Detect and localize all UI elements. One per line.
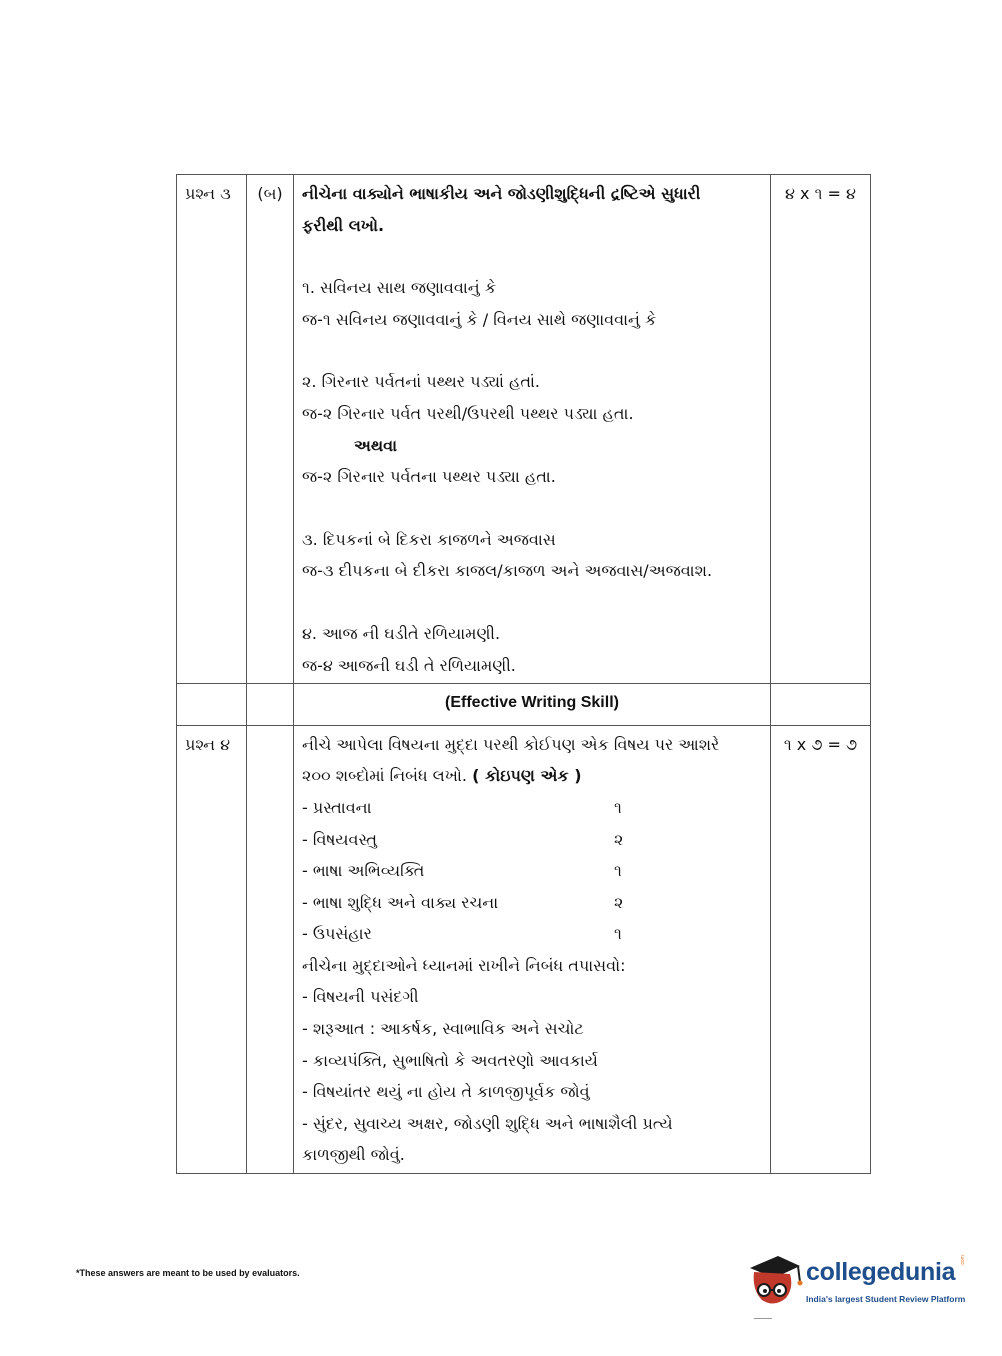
question-3-instruction-line1: નીચેના વાક્યોને ભાષાકીય અને જોડણીશુદ્ધિની દ્રષ્ટિએ સુધારી bbox=[302, 184, 701, 203]
logo-tagline: India's largest Student Review Platform bbox=[806, 1294, 966, 1304]
question-4-marks: ૧ x ૭ = ૭ bbox=[771, 725, 871, 1173]
q3-item-3: ૩. દિપકનાં બે દિકરા કાજળને અજવાસ bbox=[302, 529, 556, 549]
logo-wordmark: collegedunia bbox=[806, 1258, 956, 1286]
marking-point: - પ્રસ્તાવના ૧ bbox=[302, 797, 622, 817]
check-item: - વિષયાંતર થયું ના હોય તે કાળજીપૂર્વક જોવું bbox=[302, 1082, 590, 1102]
section-heading-row bbox=[177, 684, 871, 726]
question-3-row bbox=[177, 175, 871, 684]
question-3-sub: (બ) bbox=[247, 175, 294, 684]
question-4-instruction-line1: નીચે આપેલા વિષયના મુદ્દા પરથી કોઈપણ એક વિષય પર આશરે bbox=[302, 734, 720, 754]
answer-table bbox=[176, 174, 871, 1174]
q3-answer-4: જ-૪ આજની ઘડી તે રળિયામણી. bbox=[302, 655, 516, 675]
question-3-body bbox=[294, 175, 771, 684]
question-4-row bbox=[177, 725, 871, 1173]
check-item: - વિષયની પસંદગી bbox=[302, 987, 419, 1007]
q3-answer-2b: જ-૨ ગિરનાર પર્વતના પથ્થર પડ્યા હતા. bbox=[302, 467, 556, 487]
question-3-instruction-line2: ફરીથી લખો. bbox=[302, 215, 385, 235]
evaluator-footnote: *These answers are meant to be used by evaluators. bbox=[76, 1268, 300, 1278]
logo-dotcom: .com bbox=[960, 1255, 966, 1266]
question-4-body bbox=[294, 725, 771, 1173]
mascot-icon bbox=[744, 1250, 804, 1312]
q3-item-4: ૪. આજ ની ઘડીતે રળિયામણી. bbox=[302, 623, 501, 643]
question-4-number: પ્રશ્ન ૪ bbox=[177, 725, 247, 1173]
question-4-instruction-line2: ૨૦૦ શબ્દોમાં નિબંધ લખો. ( કોઇપણ એક ) bbox=[302, 766, 582, 786]
check-item: - શરૂઆત : આકર્ષક, સ્વાભાવિક અને સચોટ bbox=[302, 1019, 584, 1039]
q3-item-2: ૨. ગિરનાર પર્વતનાં પથ્થર પડ્યાં હતાં. bbox=[302, 372, 540, 392]
collegedunia-logo bbox=[744, 1250, 970, 1314]
divider bbox=[754, 1318, 772, 1319]
question-3-number: પ્રશ્ન ૩ bbox=[177, 175, 247, 684]
marking-point: - ભાષા અભિવ્યક્તિ ૧ bbox=[302, 861, 622, 881]
q3-answer-3: જ-૩ દીપકના બે દીકરા કાજલ/કાજળ અને અજવાસ/અજવાશ. bbox=[302, 561, 713, 581]
question-3-marks: ૪ x ૧ = ૪ bbox=[771, 175, 871, 684]
check-item: - કાવ્યપંક્તિ, સુભાષિતો કે અવતરણો આવકાર્ય bbox=[302, 1050, 598, 1070]
question-4-choice-note: ( કોઇપણ એક ) bbox=[472, 766, 582, 786]
q3-answer-1: જ-૧ સવિનય જણાવવાનું કે / વિનય સાથે જણાવવાનું કે bbox=[302, 309, 657, 329]
section-heading: (Effective Writing Skill) bbox=[294, 684, 771, 726]
check-heading: નીચેના મુદ્દાઓને ધ્યાનમાં રાખીને નિબંધ તપાસવો: bbox=[302, 955, 626, 975]
q3-answer-2a: જ-૨ ગિરનાર પર્વત પરથી/ઉપરથી પથ્થર પડ્યા હતા. bbox=[302, 403, 634, 423]
marking-point: - ભાષા શુદ્ધિ અને વાક્ય રચના ૨ bbox=[302, 892, 624, 912]
q3-item-1: ૧. સવિનય સાથ જણાવવાનું કે bbox=[302, 278, 497, 298]
q3-or-label: અથવા bbox=[354, 435, 398, 455]
marking-point: - ઉપસંહાર ૧ bbox=[302, 924, 622, 944]
check-item: - સુંદર, સુવાચ્ય અક્ષર, જોડણી શુદ્ધિ અને ભાષાશૈલી પ્રત્યે bbox=[302, 1113, 673, 1133]
marking-point: - વિષયવસ્તુ ૨ bbox=[302, 829, 624, 849]
check-item: કાળજીથી જોવું. bbox=[302, 1145, 405, 1165]
